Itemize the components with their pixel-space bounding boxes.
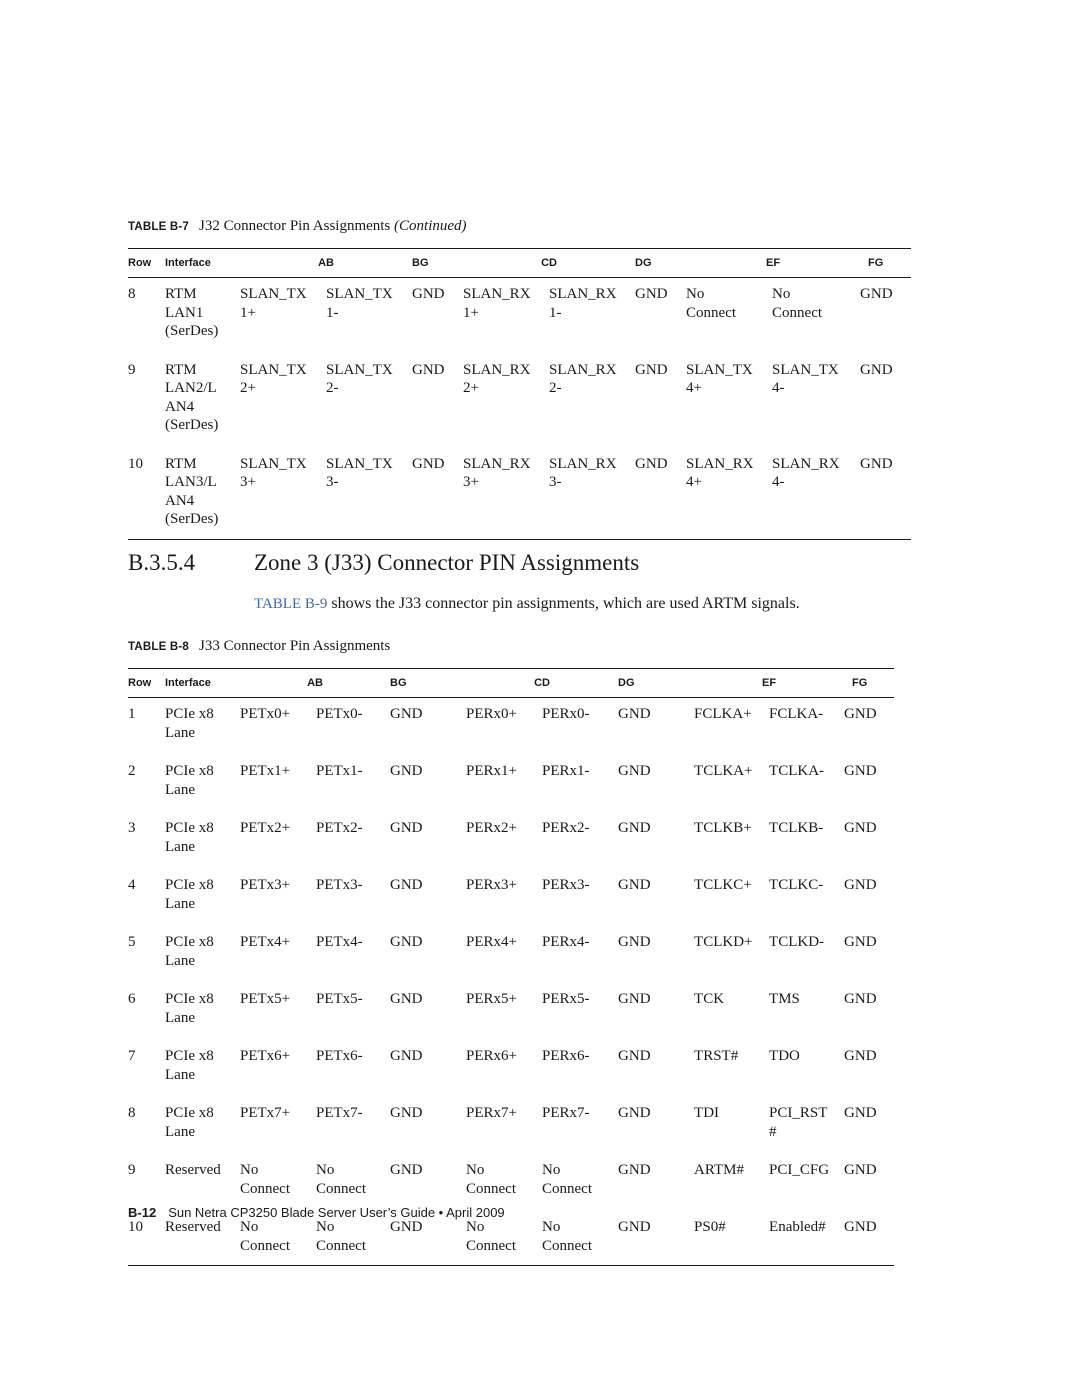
cell-ef-1: PS0# [694, 1219, 726, 1235]
table-b8-label: TABLE B-8 [128, 641, 190, 653]
cell-cd-2: PERx0- [542, 706, 590, 722]
col-header-ab: AB [318, 257, 334, 269]
cell-interface: RTM LAN3/L AN4 (SerDes) [165, 455, 219, 527]
cell-fg: GND [860, 361, 893, 378]
cell-fg: GND [844, 991, 877, 1007]
cell-ab-2: No Connect [316, 1162, 366, 1197]
table-row [128, 809, 894, 866]
cell-dg: GND [618, 1105, 651, 1121]
cell-ef-2: PCI_RST # [769, 1105, 828, 1140]
table-row [128, 698, 894, 753]
table-b7-continued: (Continued) [394, 218, 467, 234]
cell-cd-2: PERx5- [542, 991, 590, 1007]
table-b8-header-row [128, 669, 894, 698]
cell-ab-2: PETx3- [316, 877, 363, 893]
cell-ef-2: PCI_CFG [769, 1162, 830, 1178]
cell-dg: GND [635, 286, 668, 302]
cell-ef-2: TCLKC- [769, 877, 824, 893]
cell-ef-2: TCLKD- [769, 934, 825, 950]
cell-row-number: 3 [128, 820, 136, 836]
cell-cd-1: PERx0+ [466, 706, 517, 722]
table-b7 [128, 249, 911, 540]
col-header-cd: CD [534, 677, 550, 689]
cell-ef-2: FCLKA- [769, 706, 824, 722]
cell-cd-1: SLAN_RX 1+ [463, 286, 531, 321]
section-paragraph [254, 595, 800, 613]
cell-interface: PCIe x8 Lane [165, 934, 214, 969]
section-title: Zone 3 (J33) Connector PIN Assignments [254, 550, 640, 575]
cell-dg: GND [618, 706, 651, 722]
cell-dg: GND [618, 820, 651, 836]
cell-fg: GND [844, 820, 877, 836]
table-b7-title: J32 Connector Pin Assignments [199, 218, 391, 234]
col-header-bg: BG [412, 257, 429, 269]
cell-interface: RTM LAN1 (SerDes) [165, 286, 219, 339]
cell-ab-2: PETx0- [316, 706, 363, 722]
cell-interface: PCIe x8 Lane [165, 706, 214, 741]
table-b9-link[interactable]: TABLE B-9 [254, 596, 328, 612]
cell-row-number: 4 [128, 877, 136, 893]
cell-ef-2: TDO [769, 1048, 800, 1064]
cell-row-number: 10 [128, 455, 143, 472]
cell-cd-1: No Connect [466, 1219, 517, 1254]
cell-cd-2: PERx3- [542, 877, 590, 893]
cell-cd-2: PERx7- [542, 1105, 590, 1121]
cell-cd-2: No Connect [542, 1219, 593, 1254]
cell-fg: GND [844, 934, 877, 950]
cell-cd-2: SLAN_RX 1- [549, 286, 617, 321]
cell-dg: GND [618, 763, 651, 779]
cell-fg: GND [844, 706, 877, 722]
cell-cd-1: PERx1+ [466, 763, 517, 779]
table-row [128, 923, 894, 980]
cell-cd-2: No Connect [542, 1162, 593, 1197]
cell-ef-1: ARTM# [694, 1162, 744, 1178]
cell-cd-2: PERx2- [542, 820, 590, 836]
table-b8-caption [128, 638, 390, 655]
cell-interface: RTM LAN2/L AN4 (SerDes) [165, 361, 219, 433]
cell-cd-1: PERx4+ [466, 934, 517, 950]
cell-cd-1: PERx6+ [466, 1048, 517, 1064]
cell-ab-1: PETx3+ [240, 877, 291, 893]
table-row [128, 1094, 894, 1151]
cell-ef-1: TDI [694, 1105, 720, 1121]
cell-interface: PCIe x8 Lane [165, 820, 214, 855]
page-footer [128, 1205, 505, 1220]
cell-ab-2: PETx1- [316, 763, 363, 779]
cell-dg: GND [618, 934, 651, 950]
cell-ef-2: TMS [769, 991, 800, 1007]
cell-bg: GND [390, 706, 423, 722]
col-header-fg: FG [868, 257, 884, 269]
cell-fg: GND [844, 1105, 877, 1121]
col-header-ef: EF [766, 257, 781, 269]
cell-ef-2: Enabled# [769, 1219, 826, 1235]
cell-row-number: 2 [128, 763, 136, 779]
cell-cd-1: PERx3+ [466, 877, 517, 893]
cell-fg: GND [844, 763, 877, 779]
cell-ab-1: PETx4+ [240, 934, 291, 950]
cell-fg: GND [844, 1048, 877, 1064]
cell-ef-1: TRST# [694, 1048, 739, 1064]
cell-ab-1: SLAN_TX 1+ [240, 286, 307, 321]
cell-cd-1: No Connect [466, 1162, 517, 1197]
cell-ab-1: No Connect [240, 1162, 290, 1197]
col-header-dg: DG [618, 677, 635, 689]
cell-ef-1: No Connect [686, 286, 737, 321]
cell-ab-1: PETx1+ [240, 763, 291, 779]
col-header-ab: AB [307, 677, 323, 689]
col-header-dg: DG [635, 257, 652, 269]
cell-cd-1: PERx7+ [466, 1105, 517, 1121]
cell-ab-2: PETx4- [316, 934, 363, 950]
col-header-row: Row [128, 257, 152, 269]
cell-bg: GND [390, 820, 423, 836]
cell-ef-2: TCLKB- [769, 820, 824, 836]
cell-interface: PCIe x8 Lane [165, 763, 214, 798]
cell-ef-1: TCLKD+ [694, 934, 753, 950]
table-b7-label: TABLE B-7 [128, 221, 190, 233]
table-row [128, 1037, 894, 1094]
cell-row-number: 9 [128, 361, 136, 378]
cell-ef-1: SLAN_TX 4+ [686, 361, 753, 396]
cell-dg: GND [618, 991, 651, 1007]
cell-ab-1: PETx7+ [240, 1105, 291, 1121]
footer-text: Sun Netra CP3250 Blade Server User’s Guide • April 2009 [168, 1205, 505, 1220]
table-b7-caption [128, 218, 467, 235]
cell-cd-2: SLAN_RX 2- [549, 361, 617, 396]
cell-bg: GND [412, 286, 445, 302]
cell-cd-2: PERx6- [542, 1048, 590, 1064]
col-header-ef: EF [762, 677, 777, 689]
cell-row-number: 7 [128, 1048, 136, 1064]
cell-bg: GND [390, 1048, 423, 1064]
cell-dg: GND [618, 1219, 651, 1235]
cell-bg: GND [390, 1162, 423, 1178]
cell-cd-1: PERx2+ [466, 820, 517, 836]
col-header-row: Row [128, 677, 152, 689]
cell-ab-2: PETx7- [316, 1105, 363, 1121]
cell-bg: GND [390, 1219, 423, 1235]
cell-ab-2: PETx6- [316, 1048, 363, 1064]
cell-bg: GND [390, 1105, 423, 1121]
cell-ef-1: FCLKA+ [694, 706, 752, 722]
page-number: B-12 [128, 1205, 157, 1220]
cell-ef-2: TCLKA- [769, 763, 825, 779]
cell-ab-1: No Connect [240, 1219, 290, 1254]
cell-interface: PCIe x8 Lane [165, 991, 214, 1026]
cell-dg: GND [618, 1162, 651, 1178]
cell-ab-2: SLAN_TX 2- [326, 361, 393, 396]
cell-row-number: 8 [128, 1105, 136, 1121]
cell-row-number: 9 [128, 1162, 136, 1178]
cell-row-number: 5 [128, 934, 136, 950]
cell-ab-2: SLAN_TX 3- [326, 455, 393, 490]
cell-ab-2: SLAN_TX 1- [326, 286, 393, 321]
cell-ef-1: SLAN_RX 4+ [686, 455, 754, 490]
cell-ef-1: TCLKC+ [694, 877, 752, 893]
col-header-fg: FG [852, 677, 868, 689]
cell-row-number: 1 [128, 706, 136, 722]
table-b8-title: J33 Connector Pin Assignments [199, 638, 391, 654]
cell-bg: GND [390, 991, 423, 1007]
cell-ef-2: SLAN_RX 4- [772, 455, 840, 490]
cell-dg: GND [635, 361, 668, 378]
cell-ab-2: PETx5- [316, 991, 363, 1007]
cell-ab-1: PETx6+ [240, 1048, 291, 1064]
table-row [128, 752, 894, 809]
table-b8 [128, 669, 894, 1266]
cell-ab-1: SLAN_TX 3+ [240, 455, 307, 490]
cell-interface: PCIe x8 Lane [165, 877, 214, 912]
cell-fg: GND [844, 1219, 877, 1235]
table-row [128, 351, 911, 445]
cell-cd-1: SLAN_RX 2+ [463, 361, 531, 396]
cell-fg: GND [844, 877, 877, 893]
cell-interface: PCIe x8 Lane [165, 1105, 214, 1140]
cell-fg: GND [860, 286, 893, 302]
cell-bg: GND [390, 763, 423, 779]
table-row [128, 445, 911, 540]
col-header-bg: BG [390, 677, 407, 689]
col-header-cd: CD [541, 257, 557, 269]
cell-ab-2: No Connect [316, 1219, 366, 1254]
cell-ef-1: TCLKB+ [694, 820, 752, 836]
table-row [128, 1151, 894, 1208]
cell-fg: GND [860, 455, 893, 472]
section-heading [128, 550, 639, 576]
cell-ab-1: PETx5+ [240, 991, 291, 1007]
cell-interface: PCIe x8 Lane [165, 1048, 214, 1083]
cell-ab-1: PETx2+ [240, 820, 291, 836]
cell-ab-2: PETx2- [316, 820, 363, 836]
cell-cd-1: PERx5+ [466, 991, 517, 1007]
col-header-interface: Interface [165, 677, 211, 689]
cell-dg: GND [618, 1048, 651, 1064]
cell-row-number: 10 [128, 1219, 143, 1235]
table-row [128, 866, 894, 923]
cell-bg: GND [390, 934, 423, 950]
cell-ab-1: SLAN_TX 2+ [240, 361, 307, 396]
cell-interface: Reserved [165, 1162, 221, 1178]
cell-row-number: 8 [128, 286, 136, 302]
col-header-interface: Interface [165, 257, 211, 269]
section-number: B.3.5.4 [128, 550, 196, 575]
cell-ef-2: No Connect [772, 286, 823, 321]
cell-cd-2: SLAN_RX 3- [549, 455, 617, 490]
cell-dg: GND [635, 455, 668, 472]
cell-bg: GND [412, 361, 445, 378]
cell-cd-2: PERx1- [542, 763, 590, 779]
cell-ab-1: PETx0+ [240, 706, 291, 722]
paragraph-text: shows the J33 connector pin assignments, which are used ARTM signals. [327, 595, 800, 612]
cell-dg: GND [618, 877, 651, 893]
cell-ef-1: TCK [694, 991, 725, 1007]
cell-bg: GND [390, 877, 423, 893]
cell-ef-2: SLAN_TX 4- [772, 361, 839, 396]
cell-fg: GND [844, 1162, 877, 1178]
cell-cd-2: PERx4- [542, 934, 590, 950]
cell-bg: GND [412, 455, 445, 472]
table-row [128, 980, 894, 1037]
cell-interface: Reserved [165, 1219, 221, 1235]
table-row [128, 278, 911, 351]
cell-row-number: 6 [128, 991, 136, 1007]
table-b7-header-row [128, 249, 911, 278]
cell-ef-1: TCLKA+ [694, 763, 753, 779]
cell-cd-1: SLAN_RX 3+ [463, 455, 531, 490]
